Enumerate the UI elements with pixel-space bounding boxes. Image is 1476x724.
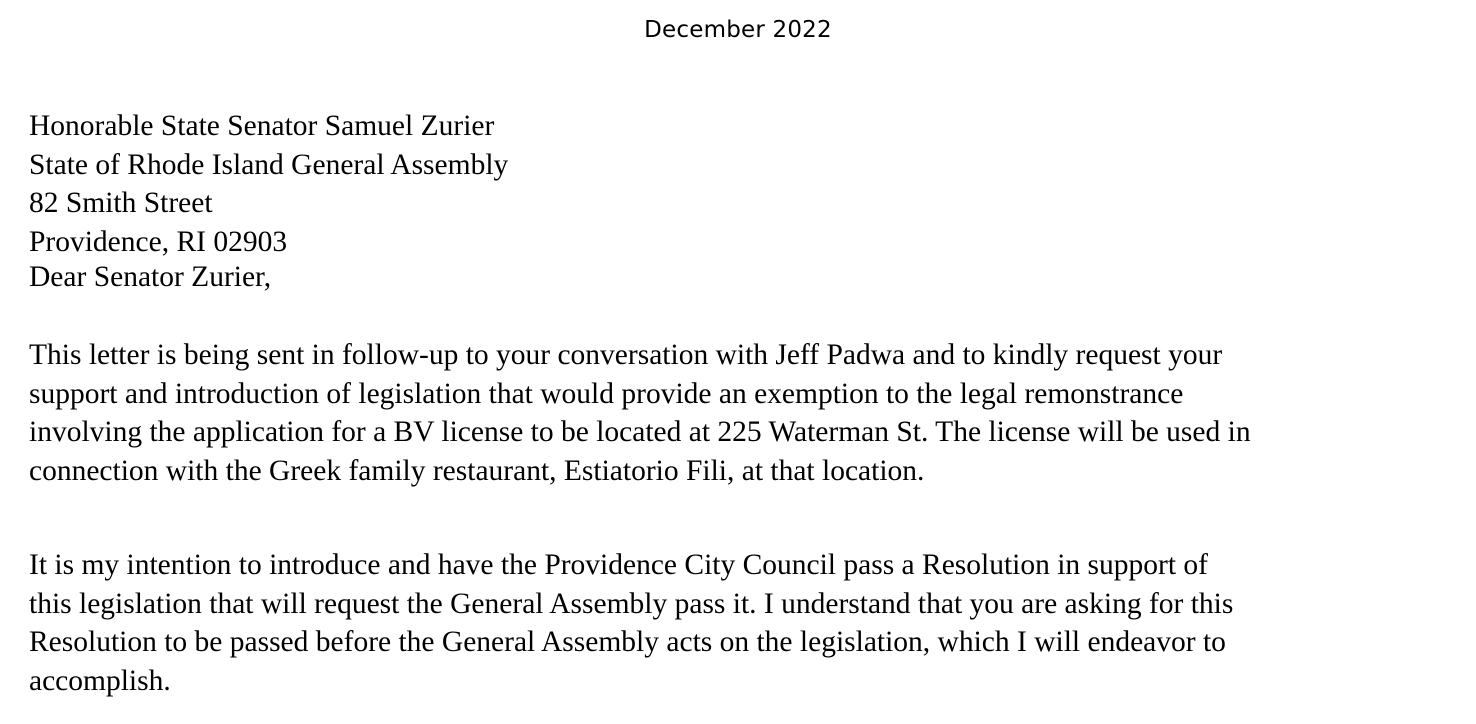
recipient-city: Providence, RI 02903 [29,225,288,258]
paragraph-line: accomplish. [29,664,171,697]
recipient-street: 82 Smith Street [29,187,213,219]
paragraph-line: connection with the Greek family restaurant, Estiatorio Fili, at that location. [29,454,925,487]
paragraph-line: this legislation that will request the General Assembly pass it. I understand that you are asking for this [29,587,1234,620]
recipient-organization: State of Rhode Island General Assembly [29,148,509,181]
paragraph-line: It is my intention to introduce and have the Providence City Council pass a Resolution in support of [29,549,1209,581]
recipient-address [29,107,1469,261]
paragraph-line: support and introduction of legislation that would provide an exemption to the legal remonstrance [29,377,1184,410]
paragraph-line: Resolution to be passed before the General Assembly acts on the legislation, which I will endeavor to [29,626,1226,658]
paragraph-2 [29,546,1469,700]
salutation: Dear Senator Zurier, [29,261,272,293]
paragraph-line: This letter is being sent in follow-up to your conversation with Jeff Padwa and to kindly request your [29,339,1223,371]
paragraph-line: involving the application for a BV license to be located at 225 Waterman St. The license will be used in [29,416,1251,448]
paragraph-1 [29,336,1469,490]
recipient-name: Honorable State Senator Samuel Zurier [29,110,495,142]
letter-date: December 2022 [644,17,832,43]
